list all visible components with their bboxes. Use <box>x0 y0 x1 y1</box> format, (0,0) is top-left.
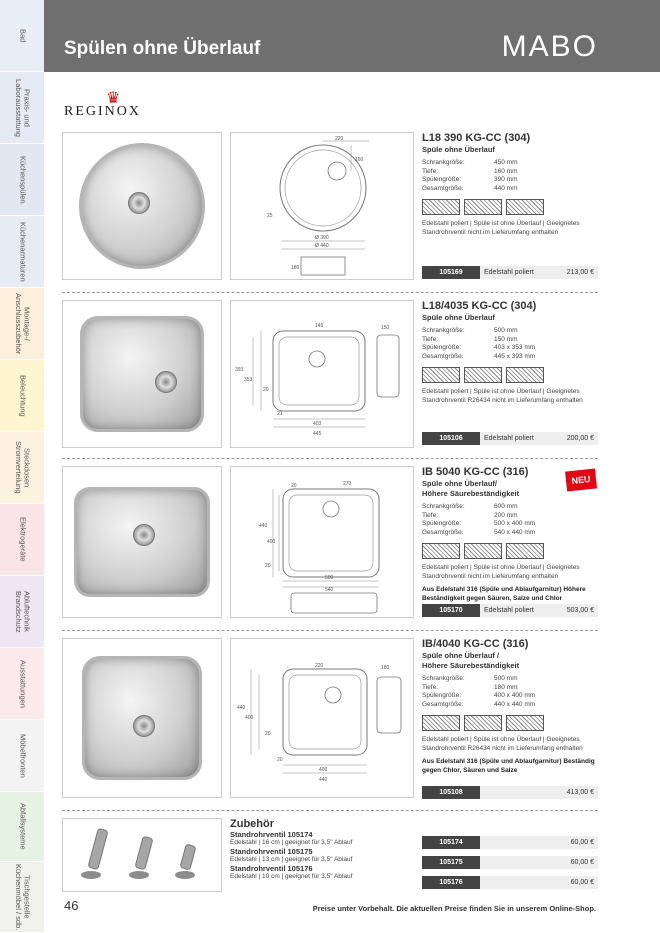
price-row[interactable] <box>422 266 598 279</box>
spec-key: Gesamtgröße: <box>422 184 464 192</box>
topmount-icon <box>506 199 544 215</box>
tab-beleuchtung[interactable] <box>0 360 44 432</box>
spec-key: Spülengröße: <box>422 344 462 351</box>
tab-abluftechnik[interactable] <box>0 576 44 648</box>
accessories-block <box>62 818 598 894</box>
undermount-icon <box>422 199 460 215</box>
divider <box>62 630 598 631</box>
dim-label: 20 <box>277 757 283 763</box>
new-badge: NEU <box>565 468 597 491</box>
tab-bad[interactable] <box>0 0 44 72</box>
page-header <box>44 0 660 72</box>
spec-key: Tiefe: <box>422 511 439 519</box>
spec-value: 600 mm <box>494 503 518 510</box>
dim-label: 393 <box>235 367 244 373</box>
dim-label: 400 <box>267 539 276 545</box>
spec-value: 440 mm <box>494 184 518 192</box>
divider <box>62 458 598 459</box>
undermount-icon <box>422 715 460 731</box>
crown-icon: ♛ <box>106 90 121 107</box>
article-price: 60,00 € <box>571 856 598 869</box>
accessory-photo <box>62 818 222 892</box>
tab-label: Ausstattungen <box>18 659 28 708</box>
spec-key: Schrankgröße: <box>422 675 465 682</box>
tab-label: Bad <box>18 28 28 43</box>
accessories-title: Zubehör <box>230 818 274 830</box>
spec-value: 403 x 353 mm <box>494 344 536 351</box>
product-photo <box>62 466 222 618</box>
spec-key: Spülengröße: <box>422 520 462 527</box>
tab-kuechenspuelen[interactable] <box>0 144 44 216</box>
dim-label: 20 <box>291 483 297 489</box>
tab-abfallsysteme[interactable] <box>0 792 44 862</box>
mounting-icons <box>422 199 598 215</box>
tab-label: Elektrogeräte <box>18 517 28 562</box>
tab-label: Küchenarmaturen <box>18 221 28 282</box>
spec-value: 445 x 393 mm <box>494 352 536 360</box>
dim-label: 145 <box>315 323 324 329</box>
flushmount-icon <box>464 543 502 559</box>
product-subtitle: Höhere Säurebeständigkeit <box>422 489 520 498</box>
accessory-desc: Edelstahl | 13 cm | geeignet für 3,5" Ablauf <box>230 856 353 863</box>
page-number: 46 <box>64 898 79 913</box>
price-row[interactable] <box>422 786 598 799</box>
article-finish <box>480 786 567 799</box>
undermount-icon <box>422 367 460 383</box>
article-number: 105106 <box>422 432 480 445</box>
spec-value: 500 mm <box>494 675 518 682</box>
dim-label: 180 <box>381 665 390 671</box>
price-row[interactable] <box>422 432 598 445</box>
spec-key: Gesamtgröße: <box>422 352 464 360</box>
product-model: IB/4040 KG-CC (316) <box>422 638 529 650</box>
divider <box>62 810 598 811</box>
spec-key: Schrankgröße: <box>422 159 465 166</box>
article-price: 60,00 € <box>571 836 598 849</box>
accessory-name: Standrohrventil 105175 <box>230 847 313 856</box>
dim-label: 440 <box>259 523 268 529</box>
topmount-icon <box>506 715 544 731</box>
article-number: 105169 <box>422 266 480 279</box>
mabo-logo: MABO <box>501 30 598 63</box>
dim-label: 220 <box>315 663 324 669</box>
article-number: 105174 <box>422 836 480 849</box>
spec-key: Schrankgröße: <box>422 503 465 510</box>
flushmount-icon <box>464 199 502 215</box>
dim-label: Ø 390 <box>315 235 329 241</box>
product-photo <box>62 300 222 448</box>
spec-value: 450 mm <box>494 159 518 166</box>
product-note: Edelstahl poliert | Spüle ist ohne Überlauf | Geeignetes Standrohrventil nicht im Lieferumfang enthalten <box>422 564 580 580</box>
dim-label: 270 <box>343 481 352 487</box>
product-model: IB 5040 KG-CC (316) <box>422 466 529 478</box>
article-finish: Edelstahl poliert <box>480 432 567 445</box>
product-photo <box>62 132 222 280</box>
article-price: 213,00 € <box>567 266 598 279</box>
tab-elektrogeraete[interactable] <box>0 504 44 576</box>
dim-label: 180 <box>291 265 300 271</box>
technical-drawing <box>230 466 414 618</box>
tab-label: Praxis- und Laborausstattung <box>14 78 32 137</box>
product-photo <box>62 638 222 798</box>
dim-label: 25 <box>267 213 273 219</box>
article-price: 503,00 € <box>567 604 598 617</box>
product-info <box>422 300 598 405</box>
tab-kuechenarmaturen[interactable] <box>0 216 44 288</box>
product-model: L18/4035 KG-CC (304) <box>422 300 537 312</box>
spec-key: Gesamtgröße: <box>422 528 464 536</box>
product-note: Edelstahl poliert | Spüle ist ohne Überlauf | Geeignetes Standrohrventil nicht im Lieferumfang enthalten <box>422 220 580 236</box>
spec-value: 150 mm <box>494 335 518 343</box>
topmount-icon <box>506 543 544 559</box>
accessory-desc: Edelstahl | 10 cm | geeignet für 3,5" Ablauf <box>230 873 353 880</box>
product-block <box>62 300 598 450</box>
mounting-icons <box>422 367 598 383</box>
product-subtitle: Spüle ohne Überlauf <box>422 145 495 154</box>
tab-montage[interactable] <box>0 288 44 360</box>
spec-key: Tiefe: <box>422 683 439 691</box>
standpipe-icon <box>81 828 196 879</box>
article-number: 105176 <box>422 876 480 889</box>
spec-key: Schrankgröße: <box>422 327 465 334</box>
dim-label: 445 <box>313 431 322 437</box>
product-extra <box>422 758 598 775</box>
dim-label: 440 <box>319 777 328 783</box>
divider <box>62 292 598 293</box>
tab-ausstattungen[interactable] <box>0 648 44 720</box>
spec-value: 390 mm <box>494 176 518 183</box>
product-info <box>422 638 598 775</box>
dim-label: 150 <box>381 325 390 331</box>
dim-label: 220 <box>335 136 344 142</box>
product-block <box>62 638 598 800</box>
product-note: Edelstahl poliert | Spüle ist ohne Überlauf | Geeignetes Standrohrventil R26434 nicht im Lieferumfang enthalten <box>422 388 583 404</box>
dim-label: 500 <box>325 575 334 581</box>
dim-label: 400 <box>319 767 328 773</box>
footer-note: Preise unter Vorbehalt. Die aktuellen Preise finden Sie in unserem Online-Shop. <box>312 904 596 913</box>
article-finish <box>480 876 571 889</box>
dim-label: 353 <box>244 377 253 383</box>
tab-label: Tischgestelle Küchenmöbel / sdb. <box>14 863 32 931</box>
spec-table <box>422 327 535 361</box>
category-sidebar <box>0 0 44 933</box>
dim-label: 20 <box>265 731 271 737</box>
flushmount-icon <box>464 715 502 731</box>
product-subtitle: Spüle ohne Überlauf <box>422 313 495 322</box>
spec-key: Spülengröße: <box>422 176 462 183</box>
article-number: 105108 <box>422 786 480 799</box>
spec-key: Gesamtgröße: <box>422 700 464 708</box>
spec-value: 440 x 440 mm <box>494 700 536 708</box>
technical-drawing <box>230 132 414 280</box>
dim-label: 403 <box>313 421 322 427</box>
undermount-icon <box>422 543 460 559</box>
spec-key: Tiefe: <box>422 167 439 175</box>
price-row[interactable] <box>422 856 598 869</box>
spec-value: 400 x 400 mm <box>494 692 536 699</box>
brand-name: REGINOX <box>64 104 141 119</box>
spec-table <box>422 503 535 537</box>
dim-label: Ø 440 <box>315 243 329 249</box>
article-finish <box>480 856 571 869</box>
spec-value: 200 mm <box>494 511 518 519</box>
tab-moebelfronten[interactable] <box>0 720 44 792</box>
product-subtitle: Spüle ohne Überlauf / <box>422 651 500 660</box>
dim-label: 20 <box>263 387 269 393</box>
product-subtitle: Spüle ohne Überlauf/ <box>422 479 498 488</box>
article-price: 413,00 € <box>567 786 598 799</box>
tab-tischgestelle[interactable] <box>0 862 44 933</box>
product-block <box>62 466 598 620</box>
accessory-text <box>230 818 420 881</box>
page-title: Spülen ohne Überlauf <box>64 38 261 59</box>
flushmount-icon <box>464 367 502 383</box>
tab-label: Abfallsysteme <box>18 803 28 850</box>
article-number: 105175 <box>422 856 480 869</box>
dim-label: 540 <box>325 587 334 593</box>
article-price: 60,00 € <box>571 876 598 889</box>
product-extra-text: Aus Edelstahl 316 (Spüle und Ablaufgarnitur) Beständig gegen Chlor, Säuren und Salze <box>422 758 595 774</box>
article-number: 105170 <box>422 604 480 617</box>
product-extra <box>422 586 598 603</box>
spec-value: 500 x 400 mm <box>494 520 536 527</box>
article-finish: Edelstahl poliert <box>480 604 567 617</box>
technical-drawing <box>230 300 414 448</box>
tab-steckdosen[interactable] <box>0 432 44 504</box>
dim-label: 21 <box>277 411 283 417</box>
spec-key: Spülengröße: <box>422 692 462 699</box>
price-row[interactable] <box>422 604 598 617</box>
price-row[interactable] <box>422 876 598 889</box>
tab-label: Montage-/ Anschlusszubehör <box>14 292 32 355</box>
dim-label: 440 <box>237 705 246 711</box>
article-price: 200,00 € <box>567 432 598 445</box>
tab-label: Steckdosen Stromverteilung <box>14 441 32 494</box>
technical-drawing <box>230 638 414 798</box>
spec-key: Tiefe: <box>422 335 439 343</box>
product-extra-text: Aus Edelstahl 316 (Spüle und Ablaufgarnitur) Höhere Beständigkeit gegen Säuren, Salze und Chlor <box>422 586 586 602</box>
dim-label: 160 <box>355 157 364 163</box>
tab-praxis[interactable] <box>0 72 44 144</box>
article-finish: Edelstahl poliert <box>480 266 567 279</box>
accessory-name: Standrohrventil 105174 <box>230 830 313 839</box>
product-block <box>62 132 598 282</box>
spec-table <box>422 159 517 193</box>
mounting-icons <box>422 543 598 559</box>
product-info <box>422 132 598 237</box>
dim-label: 400 <box>245 715 254 721</box>
tab-label: Möbelfronten <box>18 733 28 778</box>
spec-value: 180 mm <box>494 683 518 691</box>
spec-table <box>422 675 535 709</box>
reginox-logo <box>64 88 172 122</box>
product-subtitle: Höhere Säurebeständigkeit <box>422 661 520 670</box>
spec-value: 540 x 440 mm <box>494 528 536 536</box>
topmount-icon <box>506 367 544 383</box>
spec-value: 500 mm <box>494 327 518 334</box>
article-finish <box>480 836 571 849</box>
product-note: Edelstahl poliert | Spüle ist ohne Überlauf | Geeignetes Standrohrventil R26434 nicht im Lieferumfang enthalten <box>422 736 583 752</box>
tab-label: Küchenspülen <box>18 155 28 204</box>
accessory-desc: Edelstahl | 16 cm | geeignet für 3,5" Ablauf <box>230 839 353 846</box>
price-row[interactable] <box>422 836 598 849</box>
mounting-icons <box>422 715 598 731</box>
accessory-name: Standrohrventil 105176 <box>230 864 313 873</box>
tab-label: Abluftechnik Brandschutz <box>14 590 32 633</box>
product-model: L18 390 KG-CC (304) <box>422 132 531 144</box>
spec-value: 160 mm <box>494 167 518 175</box>
dim-label: 20 <box>265 563 271 569</box>
tab-label: Beleuchtung <box>18 374 28 417</box>
